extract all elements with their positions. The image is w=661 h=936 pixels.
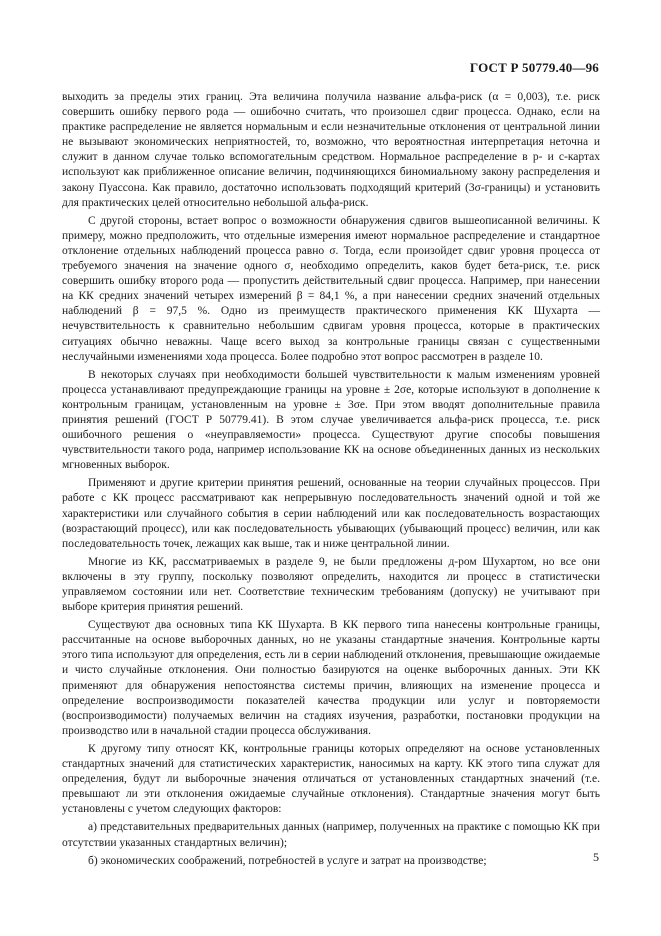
list-item-a: а) представительных предварительных данных (например, полученных на практике с помощью КК при отсутствии указанных стандартных величин); bbox=[62, 821, 600, 849]
paragraph-1: выходить за пределы этих границ. Эта величина получила название альфа-риск (α = 0,003), т.е. риск совершить ошибку первого рода — ошибочно считать, что произошел сдвиг процесса. Однако, если на практике распределение не является нормальным и если незначительные отклонения от центральной линии не вызывают экономических неприятностей, то, возможно, что вероятностная интерпретация неточна и служит в данном случае только вспомогательным средством. Нормальное распределение в p- и c-картах используют как приближенное описание величин, подчиняющихся биномиальному закону распределения и закону Пуассона. Как правило, достаточно использовать подходящий критерий (3σ-границы) и установить для практических целей относительно небольшой альфа-риск. bbox=[62, 91, 600, 209]
body-text bbox=[62, 90, 600, 869]
paragraph-3: В некоторых случаях при необходимости большей чувствительности к малым изменениям уровней процесса устанавливают предупреждающие границы на уровне ± 2σe, которые используют в дополнение к контрольным границам, установленным на уровне ± 3σe. При этом вводят дополнительные правила принятия решений (ГОСТ Р 50779.41). В этом случае увеличивается альфа-риск процесса, т.е. риск ошибочного решения о «неуправляемости» процесса. Существуют другие способы повышения чувствительности такого рода, например использование КК на основе объединенных данных из нескольких мгновенных выборок. bbox=[62, 368, 600, 472]
list-item-b: б) экономических соображений, потребностей в услуге и затрат на производстве; bbox=[88, 854, 487, 867]
standard-header: ГОСТ Р 50779.40—96 bbox=[469, 60, 599, 75]
paragraph-7: К другому типу относят КК, контрольные границы которых определяют на основе установленных стандартных значений для статистических характеристик, наносимых на карту. КК этого типа служат для определения, будут ли выборочные значения отличаться от установленных стандартных значений (т.е. превышают ли эти отклонения ожидаемые случайные отклонения). Стандартные значения могут быть установлены с учетом следующих факторов: bbox=[62, 742, 600, 816]
paragraph-5: Многие из КК, рассматриваемых в разделе 9, не были предложены д-ром Шухартом, но все они включены в эту группу, поскольку позволяют определить, находится ли процесс в статистически управляемом состоянии или нет. Соответствие техническим требованиям (допуску) не учитывают при выборе критерия принятия решений. bbox=[62, 555, 600, 614]
page-number: 5 bbox=[593, 850, 599, 864]
paragraph-2: С другой стороны, встает вопрос о возможности обнаружения сдвигов вышеописанной величины. К примеру, можно предположить, что отдельные измерения имеют нормальное распределение и стандартное отклонение отдельных наблюдений процесса равно σ. Тогда, если произойдет сдвиг уровня процесса от требуемого значения на значение одного σ, необходимо определить, каков будет бета-риск, т.е. риск совершить ошибку второго рода — пропустить действительный сдвиг процесса. Например, при нанесении на КК средних значений четырех измерений β = 84,1 %, а при нанесении средних значений отдельных наблюдений β = 97,5 %. Одно из преимуществ практического применения КК Шухарта — нечувствительность к сравнительно небольшим сдвигам уровня процесса, которые в практических ситуациях обычно неважны. Чаще всего выход за контрольные границы связан с существенными неслучайными изменениями хода процесса. Более подробно этот вопрос рассмотрен в разделе 10. bbox=[62, 214, 600, 363]
paragraph-4: Применяют и другие критерии принятия решений, основанные на теории случайных процессов. При работе с КК процесс рассматривают как непрерывную последовательность значений одной и той же характеристики или случайного события в серии наблюдений или как последовательность возрастающих (возрастающий процесс), или как последовательность убывающих (убывающий процесс) величин, или как последовательность точек, лежащих как выше, так и ниже центральной линии. bbox=[62, 477, 600, 550]
paragraph-6: Существуют два основных типа КК Шухарта. В КК первого типа нанесены контрольные границы, рассчитанные на основе выборочных данных, но не указаны стандартные значения. Контрольные карты этого типа используют для определения, есть ли в серии наблюдений отклонения, превышающие ожидаемые и чисто случайные отклонения. Они полностью базируются на оценке выборочных данных. Эти КК применяют для обнаружения непостоянства системы причин, влияющих на изменение процесса и определение воспроизводимости показателей качества продукции или услуг и повторяемости (воспроизводимости) получаемых величин на стадиях изучения, разработки, постановки продукции на производство или в начальной стадии процесса обслуживания. bbox=[62, 619, 600, 737]
